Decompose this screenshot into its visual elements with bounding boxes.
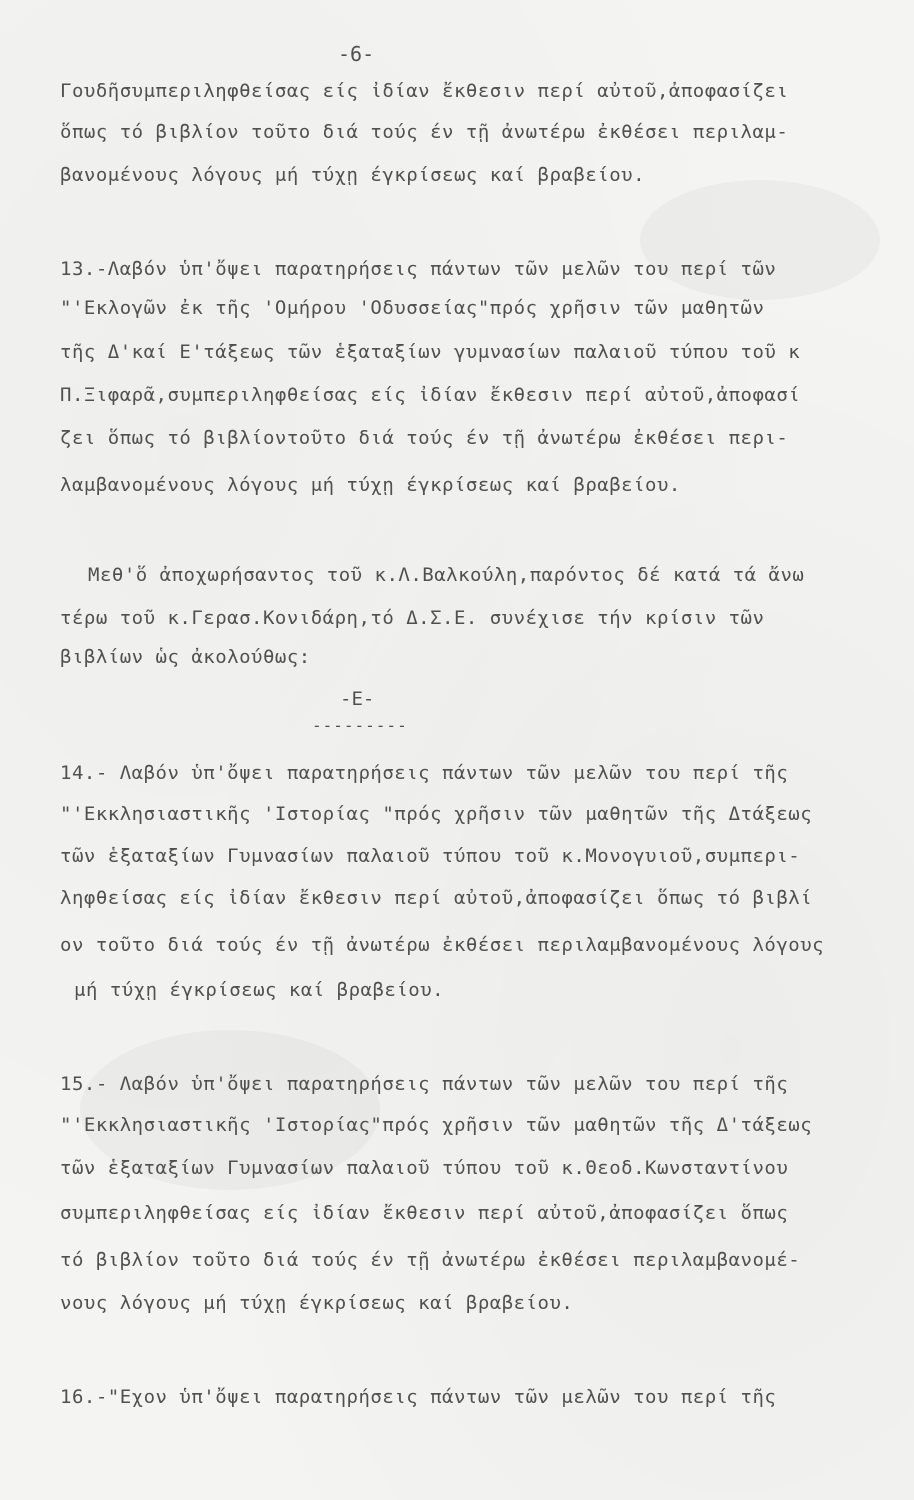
section-heading-underline: ---------	[312, 716, 408, 735]
text-line: Μεθ'ὅ ἀποχωρήσαντος τοῦ κ.Λ.Βαλκούλη,παρόντος δέ κατά τά ἄνω	[88, 564, 805, 586]
text-line: ον τοῦτο διά τούς έν τῇ ἀνωτέρω ἐκθέσει περιλαμβανομένους λόγους	[60, 934, 825, 956]
text-line: ὅπως τό βιβλίον τοῦτο διά τούς έν τῇ ἀνωτέρω ἐκθέσει περιλαμ-	[60, 121, 789, 143]
text-line: "'Εκλογῶν ἐκ τῆς 'Ομήρου 'Οδυσσείας"πρός χρῆσιν τῶν μαθητῶν	[60, 297, 765, 319]
text-line: λαμβανομένους λόγους μή τύχῃ έγκρίσεως καί βραβείου.	[60, 474, 681, 496]
text-line: βανομένους λόγους μή τύχῃ έγκρίσεως καί βραβείου.	[60, 164, 646, 186]
text-line: 14.- Λαβόν ὑπ'ὄψει παρατηρήσεις πάντων τῶν μελῶν του περί τῆς	[60, 762, 789, 784]
text-line: τῶν ἑξαταξίων Γυμνασίων παλαιοῦ τύπου τοῦ κ.Μονογυιοῦ,συμπερι-	[60, 845, 801, 867]
text-line: Π.Ξιφαρᾶ,συμπεριληφθείσας είς ἰδίαν ἔκθεσιν περί αὐτοῦ,ἀποφασί	[60, 384, 801, 406]
text-line: 13.-Λαβόν ὑπ'ὄψει παρατηρήσεις πάντων τῶν μελῶν του περί τῶν	[60, 258, 777, 280]
text-line: βιβλίων ὡς ἀκολούθως:	[60, 646, 311, 668]
page-number: -6-	[338, 42, 375, 66]
paper-stain	[640, 180, 880, 300]
text-line: Γουδῆσυμπεριληφθείσας είς ἰδίαν ἔκθεσιν περί αὐτοῦ,ἀποφασίζει	[60, 80, 789, 102]
text-line: τῆς Δ'καί Ε'τάξεως τῶν ἑξαταξίων γυμνασίων παλαιοῦ τύπου τοῦ κ	[60, 341, 801, 363]
text-line: τό βιβλίον τοῦτο διά τούς έν τῇ ἀνωτέρω ἐκθέσει περιλαμβανομέ-	[60, 1249, 801, 1271]
text-line: ληφθείσας είς ἰδίαν ἔκθεσιν περί αὐτοῦ,ἀποφασίζει ὅπως τό βιβλί	[60, 887, 813, 909]
text-line: συμπεριληφθείσας είς ἰδίαν ἔκθεσιν περί αὐτοῦ,ἀποφασίζει ὅπως	[60, 1202, 789, 1224]
text-line: "'Εκκλησιαστικῆς 'Ιστορίας"πρός χρῆσιν τῶν μαθητῶν τῆς Δ'τάξεως	[60, 1114, 813, 1136]
text-line: νους λόγους μή τύχῃ έγκρίσεως καί βραβείου.	[60, 1292, 574, 1314]
section-heading: -E-	[340, 688, 375, 710]
text-line: μή τύχῃ έγκρίσεως καί βραβείου.	[74, 979, 445, 1001]
text-line: ζει ὅπως τό βιβλίοντοῦτο διά τούς έν τῇ ἀνωτέρω ἐκθέσει περι-	[60, 427, 789, 449]
text-line: 15.- Λαβόν ὑπ'ὄψει παρατηρήσεις πάντων τῶν μελῶν του περί τῆς	[60, 1073, 789, 1095]
text-line: 16.-"Εχον ὑπ'ὄψει παρατηρήσεις πάντων τῶν μελῶν του περί τῆς	[60, 1386, 777, 1408]
text-line: "'Εκκλησιαστικῆς 'Ιστορίας "πρός χρῆσιν τῶν μαθητῶν τῆς Δτάξεως	[60, 803, 813, 825]
text-line: τῶν ἑξαταξίων Γυμνασίων παλαιοῦ τύπου τοῦ κ.Θεοδ.Κωνσταντίνου	[60, 1157, 789, 1179]
text-line: τέρω τοῦ κ.Γερασ.Κονιδάρη,τό Δ.Σ.Ε. συνέχισε τήν κρίσιν τῶν	[60, 607, 765, 629]
